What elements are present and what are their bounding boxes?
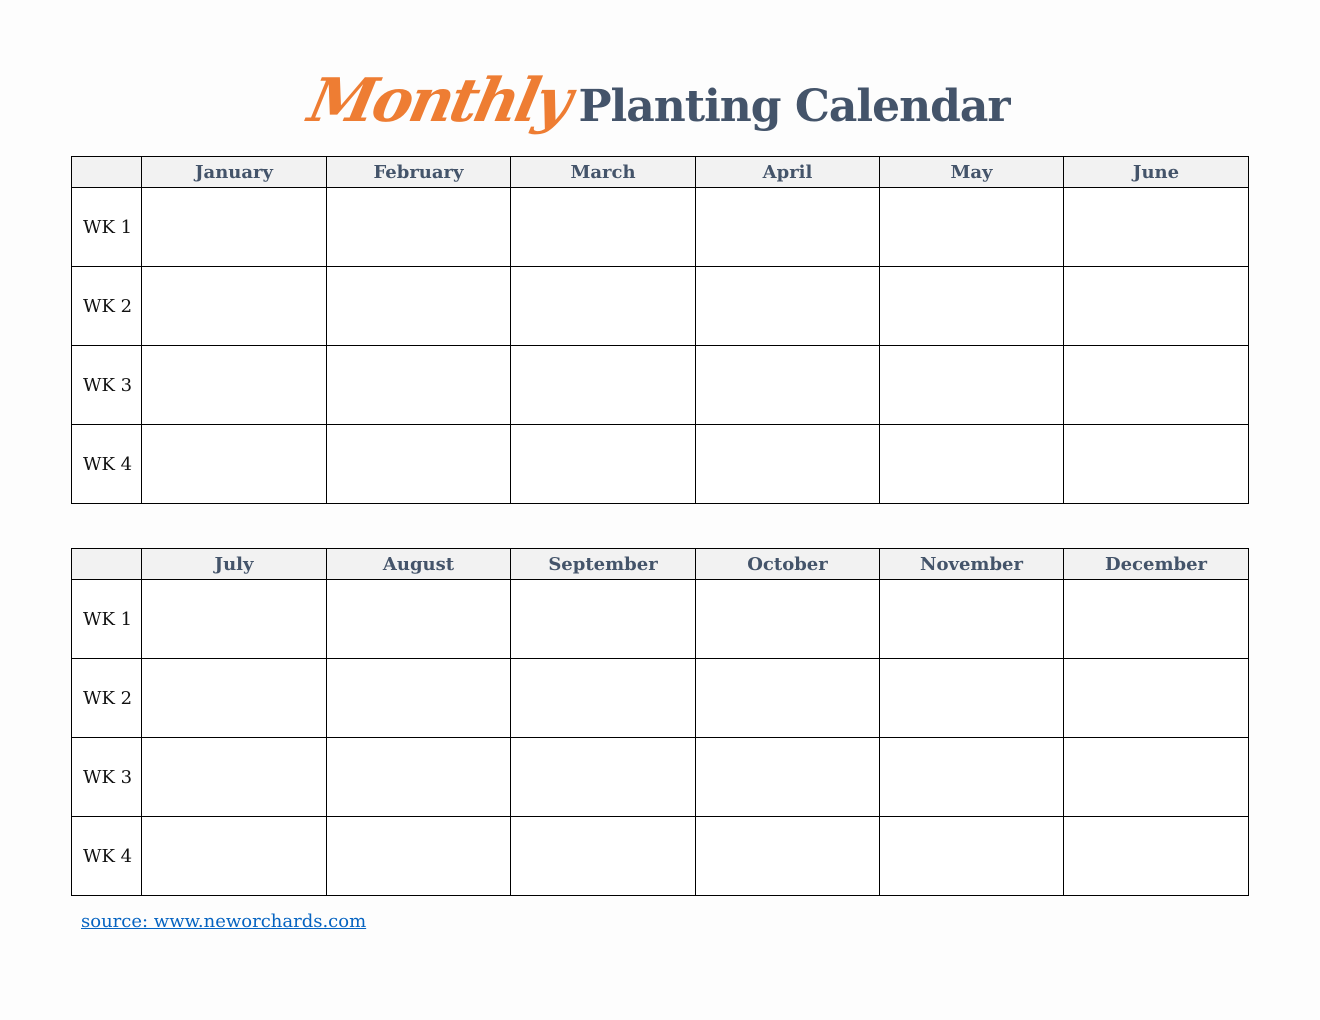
week-label: WK 4 xyxy=(72,817,142,896)
calendar-cell[interactable] xyxy=(142,580,327,659)
week-row xyxy=(72,425,1249,504)
week-row xyxy=(72,188,1249,267)
title-main: Planting Calendar xyxy=(578,81,1010,132)
source-link[interactable]: source: www.neworchards.com xyxy=(81,911,367,932)
month-header: February xyxy=(327,157,511,188)
calendar-cell[interactable] xyxy=(1064,817,1249,896)
calendar-cell[interactable] xyxy=(880,659,1064,738)
calendar-cell[interactable] xyxy=(511,738,696,817)
calendar-cell[interactable] xyxy=(1064,188,1249,267)
calendar-cell[interactable] xyxy=(511,817,696,896)
month-header: April xyxy=(696,157,880,188)
month-header: October xyxy=(696,549,880,580)
month-header: November xyxy=(880,549,1064,580)
calendar-cell[interactable] xyxy=(511,267,696,346)
calendar-cell[interactable] xyxy=(880,738,1064,817)
month-header: January xyxy=(142,157,327,188)
week-label: WK 3 xyxy=(72,346,142,425)
calendar-cell[interactable] xyxy=(142,267,327,346)
calendar-cell[interactable] xyxy=(696,659,880,738)
calendar-table-jul-dec xyxy=(71,548,1249,896)
calendar-cell[interactable] xyxy=(1064,425,1249,504)
month-header: July xyxy=(142,549,327,580)
calendar-cell[interactable] xyxy=(142,738,327,817)
month-header: December xyxy=(1064,549,1249,580)
calendar-cell[interactable] xyxy=(1064,738,1249,817)
week-row xyxy=(72,346,1249,425)
calendar-cell[interactable] xyxy=(696,267,880,346)
header-row xyxy=(72,549,1249,580)
month-header: June xyxy=(1064,157,1249,188)
week-label: WK 1 xyxy=(72,580,142,659)
calendar-cell[interactable] xyxy=(511,659,696,738)
calendar-cell[interactable] xyxy=(142,425,327,504)
corner-cell xyxy=(72,549,142,580)
calendar-cell[interactable] xyxy=(327,267,511,346)
calendar-cell[interactable] xyxy=(696,425,880,504)
week-label: WK 2 xyxy=(72,659,142,738)
week-row xyxy=(72,267,1249,346)
calendar-cell[interactable] xyxy=(327,817,511,896)
calendar-cell[interactable] xyxy=(880,346,1064,425)
calendar-cell[interactable] xyxy=(327,738,511,817)
week-label: WK 3 xyxy=(72,738,142,817)
month-header: May xyxy=(880,157,1064,188)
calendar-cell[interactable] xyxy=(1064,580,1249,659)
page-title xyxy=(0,66,1320,136)
month-header: March xyxy=(511,157,696,188)
calendar-cell[interactable] xyxy=(511,188,696,267)
week-row xyxy=(72,817,1249,896)
header-row xyxy=(72,157,1249,188)
calendar-cell[interactable] xyxy=(327,659,511,738)
calendar-cell[interactable] xyxy=(511,425,696,504)
week-row xyxy=(72,580,1249,659)
calendar-cell[interactable] xyxy=(1064,267,1249,346)
corner-cell xyxy=(72,157,142,188)
week-label: WK 4 xyxy=(72,425,142,504)
calendar-cell[interactable] xyxy=(511,346,696,425)
week-label: WK 1 xyxy=(72,188,142,267)
calendar-cell[interactable] xyxy=(880,425,1064,504)
calendar-cell[interactable] xyxy=(880,817,1064,896)
calendar-cell[interactable] xyxy=(142,817,327,896)
calendar-cell[interactable] xyxy=(880,580,1064,659)
calendar-cell[interactable] xyxy=(696,346,880,425)
calendar-cell[interactable] xyxy=(880,267,1064,346)
calendar-cell[interactable] xyxy=(327,188,511,267)
calendar-cell[interactable] xyxy=(696,738,880,817)
title-script: Monthly xyxy=(302,66,576,136)
calendar-cell[interactable] xyxy=(142,188,327,267)
calendar-cell[interactable] xyxy=(1064,346,1249,425)
calendar-cell[interactable] xyxy=(696,580,880,659)
week-row xyxy=(72,659,1249,738)
calendar-table-jan-jun xyxy=(71,156,1249,504)
calendar-cell[interactable] xyxy=(880,188,1064,267)
calendar-cell[interactable] xyxy=(327,425,511,504)
month-header: August xyxy=(327,549,511,580)
calendar-cell[interactable] xyxy=(327,580,511,659)
calendar-cell[interactable] xyxy=(142,659,327,738)
calendar-cell[interactable] xyxy=(696,817,880,896)
calendar-cell[interactable] xyxy=(696,188,880,267)
week-row xyxy=(72,738,1249,817)
calendar-cell[interactable] xyxy=(327,346,511,425)
calendar-cell[interactable] xyxy=(511,580,696,659)
month-header: September xyxy=(511,549,696,580)
calendar-cell[interactable] xyxy=(1064,659,1249,738)
week-label: WK 2 xyxy=(72,267,142,346)
calendar-cell[interactable] xyxy=(142,346,327,425)
